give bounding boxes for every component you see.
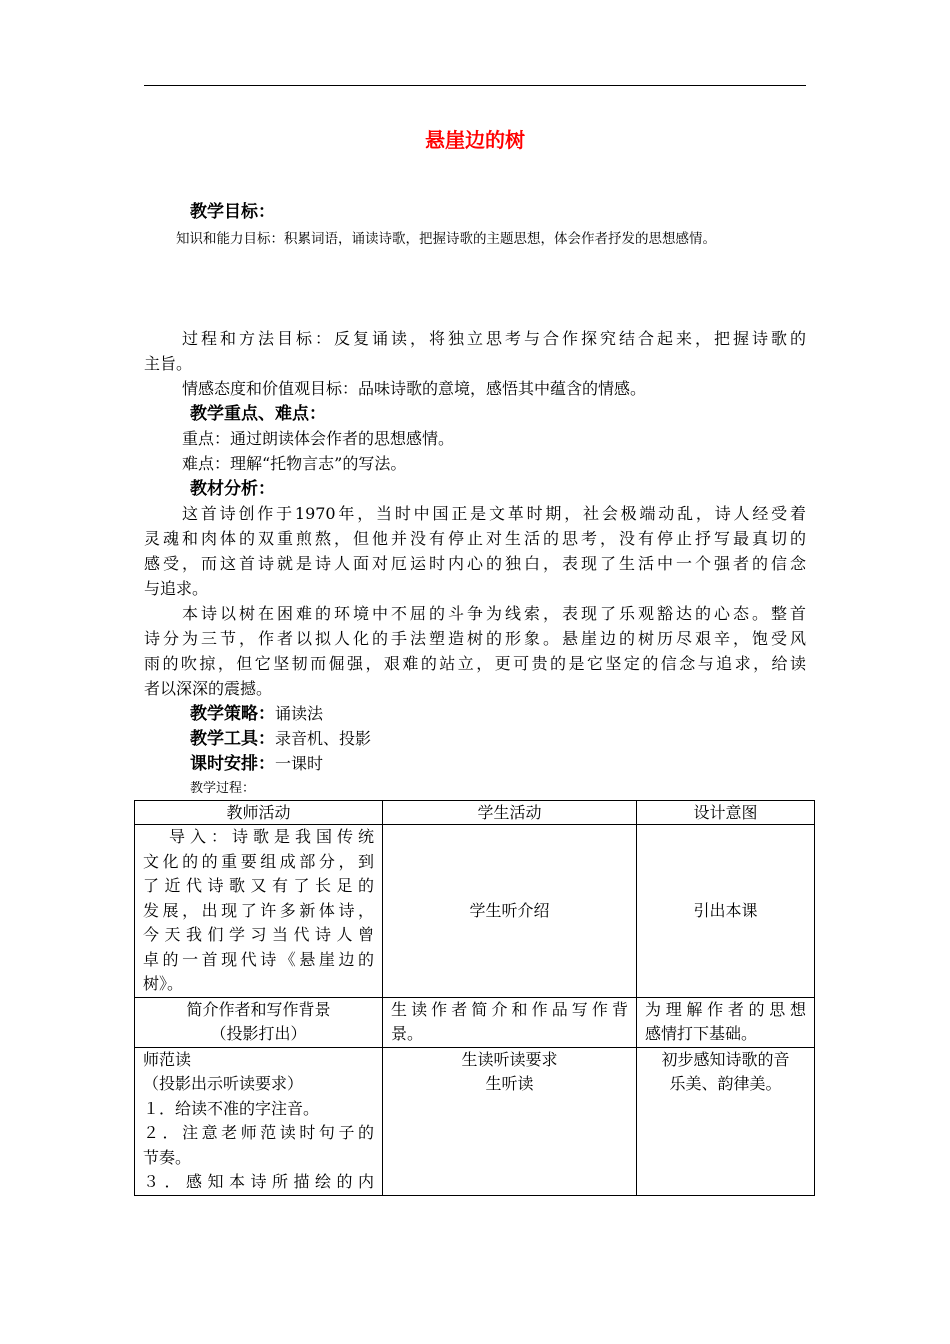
strategy-value: 诵读法 [275, 704, 324, 723]
cell-line: 为理解作者的思想 [645, 999, 806, 1019]
tools-heading: 教学工具： [190, 729, 275, 749]
key-heading: 教学重点、难点： [190, 404, 326, 424]
page-title: 悬崖边的树 [425, 128, 525, 152]
analysis-p1-line: 这首诗创作于1970年，当时中国正是文革时期，社会极端动乱，诗人经受着 [182, 504, 806, 523]
tools-value: 录音机、投影 [275, 729, 372, 748]
analysis-heading: 教材分析： [190, 479, 275, 499]
analysis-p2-line: 雨的吹掠，但它坚韧而倔强，艰难的站立，更可贵的是它坚定的信念与追求，给读 [144, 654, 806, 673]
row3-teacher [135, 1047, 383, 1195]
difficult-point: 难点：理解“托物言志”的写法。 [182, 454, 407, 473]
row2-purpose [637, 997, 815, 1047]
cell-line: 今天我们学习当代诗人曾 [143, 925, 374, 944]
cell-line: ３．感知本诗所描绘的内 [143, 1172, 374, 1191]
row2-teacher [135, 997, 383, 1047]
analysis-p2-line: 本诗以树在困难的环境中不屈的斗争为线索，表现了乐观豁达的心态。整首 [182, 604, 806, 623]
cell-line: 生读听读要求 [461, 1049, 558, 1069]
cell-line: 生读作者简介和作品写作背 [391, 999, 628, 1019]
goal-emotion: 情感态度和价值观目标：品味诗歌的意境，感悟其中蕴含的情感。 [182, 379, 647, 398]
table-row [135, 825, 815, 998]
cell-line: 卓的一首现代诗《悬崖边的 [143, 949, 374, 969]
row1-purpose: 引出本课 [637, 825, 815, 998]
cell-line: 初步感知诗歌的音 [661, 1049, 790, 1069]
strategy-heading: 教学策略： [190, 704, 275, 724]
cell-line: （投影出示听读要求） [143, 1074, 304, 1093]
cell-line: 了近代诗歌又有了长足的 [143, 876, 374, 895]
cell-line: 师范读 [143, 1049, 192, 1069]
cell-line: 树》。 [143, 974, 184, 993]
cell-line: ２．注意老师范读时句子的 [143, 1123, 374, 1142]
header-teacher: 教师活动 [135, 801, 383, 825]
analysis-p1-line: 与追求。 [144, 579, 209, 598]
cell-line: 乐美、韵律美。 [669, 1074, 782, 1093]
cell-line: 节奏。 [143, 1147, 192, 1167]
schedule-heading: 课时安排： [190, 754, 275, 774]
cell-line: 感情打下基础。 [645, 1024, 758, 1043]
cell-line: １．给读不准的字注音。 [143, 1098, 320, 1118]
process-label: 教学过程： [190, 781, 256, 796]
row2-student [383, 997, 637, 1047]
tools-row [190, 727, 860, 751]
row3-student [383, 1047, 637, 1195]
cell-line: 文化的的重要组成部分，到 [143, 851, 374, 871]
cell-line: 景。 [391, 1024, 424, 1043]
cell-line: 发展，出现了许多新体诗， [143, 900, 374, 920]
analysis-p2-line: 诗分为三节，作者以拟人化的手法塑造树的形象。悬崖边的树历尽艰辛，饱受风 [144, 629, 806, 648]
cell-line: （投影打出） [210, 1024, 307, 1043]
schedule-row [190, 752, 860, 776]
goal-process-line-2: 主旨。 [144, 354, 193, 373]
analysis-p1-line: 灵魂和肉体的双重煎熬，但他并没有停止对生活的思考，没有停止抒写最真切的 [144, 529, 806, 548]
cell-line: 导入：诗歌是我国传统 [169, 827, 374, 846]
table-row [135, 1047, 815, 1195]
analysis-p2-line: 者以深深的震撼。 [144, 679, 273, 698]
row1-teacher [135, 825, 383, 998]
key-point: 重点：通过朗读体会作者的思想感情。 [182, 429, 455, 448]
goal-process-line-1: 过程和方法目标：反复诵读，将独立思考与合作探究结合起来，把握诗歌的 [182, 329, 806, 348]
header-student: 学生活动 [383, 801, 637, 825]
lesson-process-table [134, 800, 815, 1196]
row3-purpose [637, 1047, 815, 1195]
schedule-value: 一课时 [275, 754, 324, 773]
analysis-p1-line: 感受，而这首诗就是诗人面对厄运时内心的独白，表现了生活中一个强者的信念 [144, 554, 806, 573]
cell-line: 简介作者和写作背景 [186, 999, 331, 1019]
cell-line: 生听读 [485, 1074, 534, 1093]
goals-heading: 教学目标： [190, 202, 275, 222]
table-row [135, 997, 815, 1047]
table-header-row [135, 801, 815, 825]
goal-knowledge: 知识和能力目标：积累词语，诵读诗歌，把握诗歌的主题思想，体会作者抒发的思想感情。 [176, 231, 716, 247]
strategy-row [190, 702, 860, 726]
header-rule [144, 85, 806, 86]
header-purpose: 设计意图 [637, 801, 815, 825]
row1-student: 学生听介绍 [383, 825, 637, 998]
